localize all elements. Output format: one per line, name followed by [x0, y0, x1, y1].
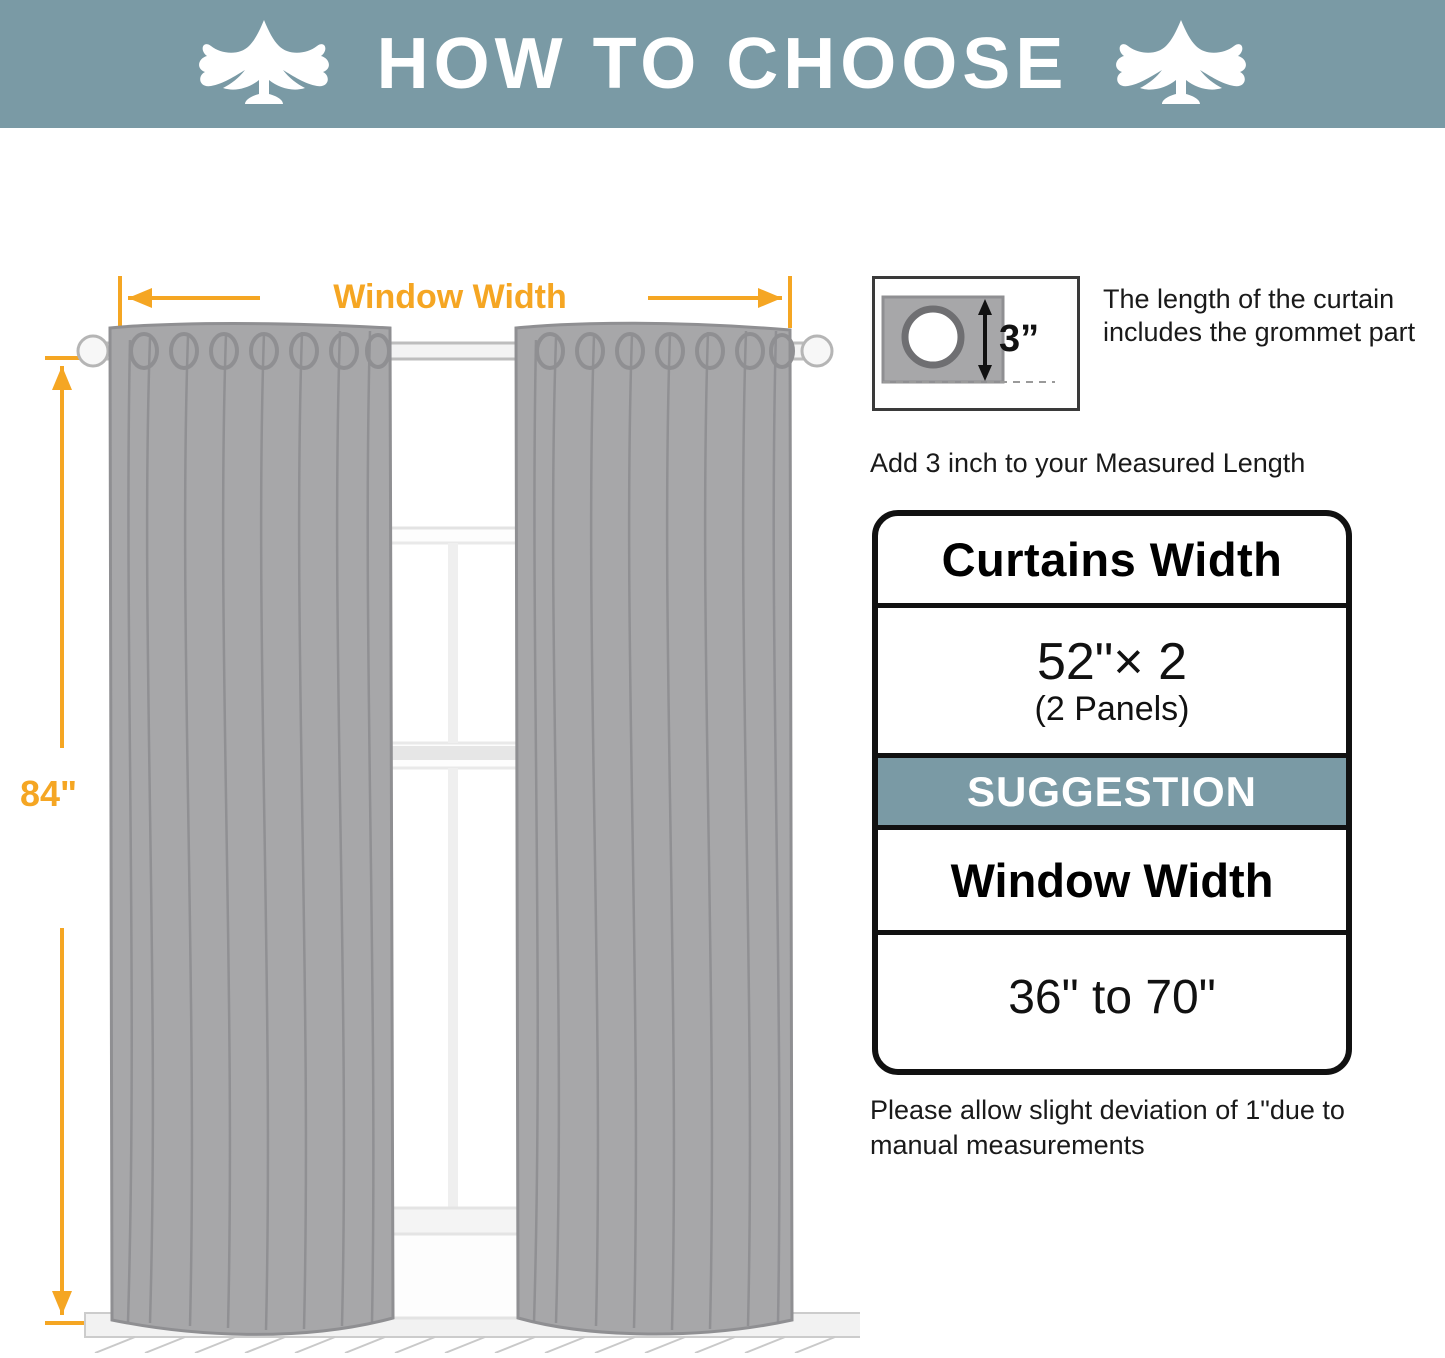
curtain-panel-left — [110, 324, 393, 1335]
card-width-panels: (2 Panels) — [1034, 690, 1190, 729]
add-length-note: Add 3 inch to your Measured Length — [870, 448, 1306, 478]
window-width-label: Window Width — [333, 278, 567, 316]
grommet-detail-svg — [875, 279, 1077, 408]
page-title: HOW TO CHOOSE — [376, 24, 1069, 104]
fleur-de-lis-icon — [1106, 14, 1256, 114]
diagram-canvas — [0, 128, 1445, 1353]
info-column — [860, 128, 1445, 1353]
grommet-note: The length of the curtain includes the grommet part — [1103, 284, 1416, 347]
card-range-value: 36" to 70" — [1008, 971, 1216, 1024]
deviation-note: Please allow slight deviation of 1"due to manual measurements — [870, 1095, 1345, 1161]
card-width-value: 52"× 2 — [1036, 632, 1188, 691]
header-banner — [0, 0, 1445, 128]
curtain-panel-right — [516, 323, 793, 1334]
card-title: Curtains Width — [878, 516, 1346, 608]
fleur-de-lis-icon — [189, 14, 339, 114]
suggestion-badge: SUGGESTION — [878, 758, 1346, 830]
grommet-measure-text: 3” — [999, 318, 1040, 360]
card-width-value-group — [878, 608, 1346, 758]
grommet-detail-box — [872, 276, 1080, 411]
window-frame — [370, 528, 536, 1318]
curtain-height-label: 84" — [20, 773, 78, 814]
curtain-illustration — [0, 128, 860, 1353]
height-dimension — [45, 358, 105, 1323]
card-subtitle: Window Width — [878, 830, 1346, 935]
suggestion-card — [872, 510, 1352, 1075]
